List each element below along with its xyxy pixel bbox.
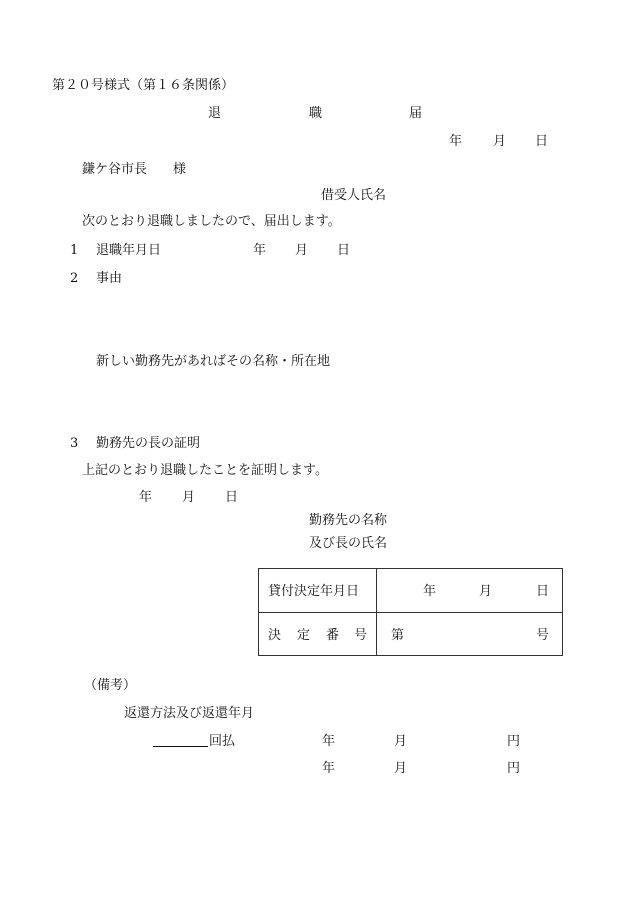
certify-day-label: 日	[225, 490, 239, 505]
loan-decision-table	[258, 568, 563, 656]
employer-name-label: 勤務先の名称	[309, 513, 388, 528]
remarks-row2-year: 年	[322, 761, 336, 776]
title-char-1: 退	[208, 106, 222, 121]
decision-number-prefix: 第	[391, 628, 405, 643]
remarks-row1-year: 年	[322, 734, 336, 749]
item2-number: 2	[70, 271, 79, 286]
certify-month-label: 月	[182, 490, 196, 505]
loan-decision-date-label: 貸付決定年月日	[268, 584, 360, 599]
remarks-subheading: 返還方法及び返還年月	[124, 706, 255, 721]
new-employer-note: 新しい勤務先があればその名称・所在地	[96, 354, 331, 369]
decision-number-label-char-4: 号	[354, 628, 368, 643]
remarks-heading: （備考）	[84, 678, 137, 693]
certify-year-label: 年	[139, 490, 153, 505]
table-day-label: 日	[536, 584, 550, 599]
title-char-2: 職	[309, 106, 323, 121]
item3-number: 3	[70, 436, 79, 451]
addressee: 鎌ケ谷市長 様	[82, 162, 187, 177]
decision-number-label-char-3: 番	[326, 628, 340, 643]
decision-number-label-char-1: 決	[268, 628, 282, 643]
remarks-row2-yen: 円	[507, 761, 521, 776]
title-char-3: 届	[409, 106, 423, 121]
item1-month-label: 月	[295, 243, 309, 258]
date-month-label: 月	[493, 134, 507, 149]
item1-label: 退職年月日	[96, 243, 162, 258]
certify-text: 上記のとおり退職したことを証明します。	[82, 463, 328, 478]
item1-number: 1	[70, 243, 79, 258]
employer-head-name-label: 及び長の氏名	[309, 536, 388, 551]
date-day-label: 日	[535, 134, 549, 149]
remarks-row1-yen: 円	[507, 734, 521, 749]
table-column-divider	[376, 569, 377, 655]
installment-suffix: 回払	[209, 734, 236, 749]
decision-number-suffix: 号	[536, 628, 550, 643]
form-id: 第２０号様式（第１６条関係）	[52, 78, 235, 93]
table-row-divider	[259, 612, 562, 613]
table-month-label: 月	[479, 584, 493, 599]
item1-year-label: 年	[253, 243, 267, 258]
decision-number-label-char-2: 定	[297, 628, 311, 643]
installment-count-blank	[153, 746, 208, 747]
remarks-row1-month: 月	[394, 734, 408, 749]
date-year-label: 年	[449, 134, 463, 149]
remarks-row2-month: 月	[394, 761, 408, 776]
intro-text: 次のとおり退職しましたので、届出します。	[82, 214, 341, 229]
item3-label: 勤務先の長の証明	[96, 436, 201, 451]
table-year-label: 年	[423, 584, 437, 599]
item2-label: 事由	[96, 271, 123, 286]
borrower-name-label: 借受人氏名	[321, 188, 387, 203]
item1-day-label: 日	[337, 243, 351, 258]
